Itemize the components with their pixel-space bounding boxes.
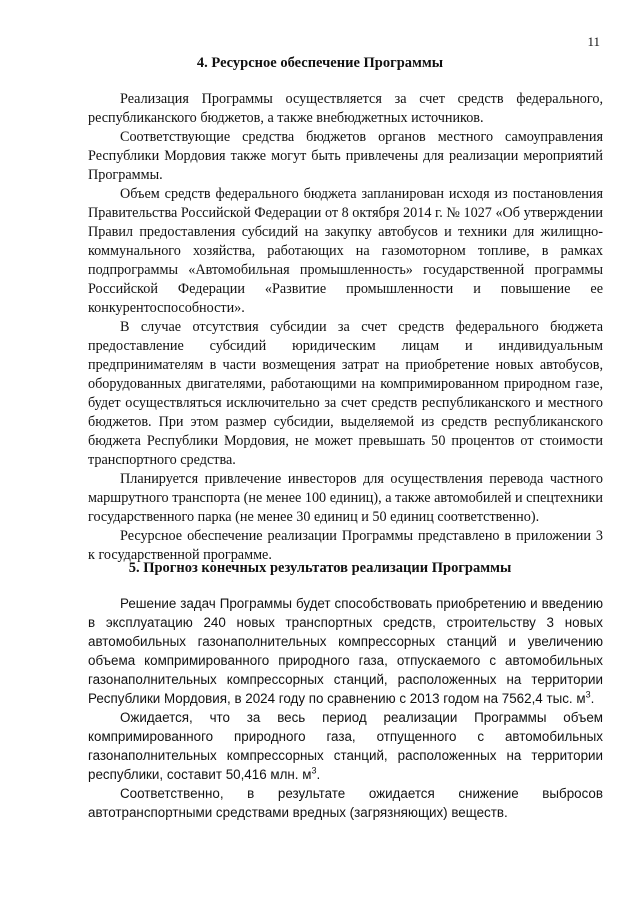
paragraph-text: Ожидается, что за весь период реализации Программы объем компримированного природного газа, отпущенного с автомобильных газонаполнительных компрессорных станций, расположенных на территории республики, составит 50,416 млн. м — [88, 710, 603, 782]
paragraph-end: . — [590, 691, 595, 706]
paragraph: Объем средств федерального бюджета запланирован исходя из постановления Правительства Российской Федерации от 8 октября 2014 г. № 1027 «Об утверждении Правил предоставления субсидий на закупку автобусов и техники для жилищно-коммунального хозяйства, работающих на газомоторном топливе, в рамках подпрограммы «Автомобильная промышленность» государственной программы Российской Федерации «Развитие промышленности и повышение ее конкурентоспособности». — [88, 186, 603, 316]
superscript: 3 — [311, 765, 317, 776]
page-number: 11 — [587, 34, 600, 49]
paragraph-text: Решение задач Программы будет способствовать приобретению и введению в эксплуатацию 240 новых транспортных средств, строительству 3 новых автомобильных газонаполнительных компрессорных станций и увеличению объема компримированного природного газа, отпускаемого с автомобильных газонаполнительных компрессорных станций, расположенных на территории Республики Мордовия, в 2024 году по сравнению с 2013 годом на 7562,4 тыс. м — [88, 596, 603, 706]
paragraph: Соответствующие средства бюджетов органов местного самоуправления Республики Мордовия также могут быть привлечены для реализации мероприятий Программы. — [88, 129, 603, 183]
paragraph — [88, 708, 603, 784]
paragraph-end: . — [316, 767, 321, 782]
paragraph — [88, 594, 603, 708]
section-5-body — [88, 594, 603, 822]
section-5-title: 5. Прогноз конечных результатов реализации Программы — [128, 560, 512, 576]
section-4-title: 4. Ресурсное обеспечение Программы — [196, 55, 444, 71]
paragraph: Реализация Программы осуществляется за счет средств федерального, республиканского бюджетов, а также внебюджетных источников. — [88, 91, 603, 126]
paragraph: Планируется привлечение инвесторов для осуществления перевода частного маршрутного транспорта (не менее 100 единиц), а также автомобилей и спецтехники государственного парка (не менее 30 единиц и 50 единиц соответственно). — [88, 471, 603, 525]
paragraph: В случае отсутствия субсидии за счет средств федерального бюджета предоставление субсидий юридическим лицам и индивидуальным предпринимателям в части возмещения затрат на приобретение новых автобусов, оборудованных двигателями, работающими на компримированном природном газе, будет осуществляться исключительно за счет средств республиканского и местного бюджетов. При этом размер субсидии, выделяемой из средств республиканского бюджета Республики Мордовия, не может превышать 50 процентов от стоимости транспортного средства. — [88, 319, 603, 468]
paragraph: Соответственно, в результате ожидается снижение выбросов автотранспортными средствами вредных (загрязняющих) веществ. — [88, 786, 603, 820]
section-4-body — [88, 90, 603, 565]
paragraph: Ресурсное обеспечение реализации Программы представлено в приложении 3 к государственной программе. — [88, 528, 603, 563]
superscript: 3 — [585, 689, 591, 700]
